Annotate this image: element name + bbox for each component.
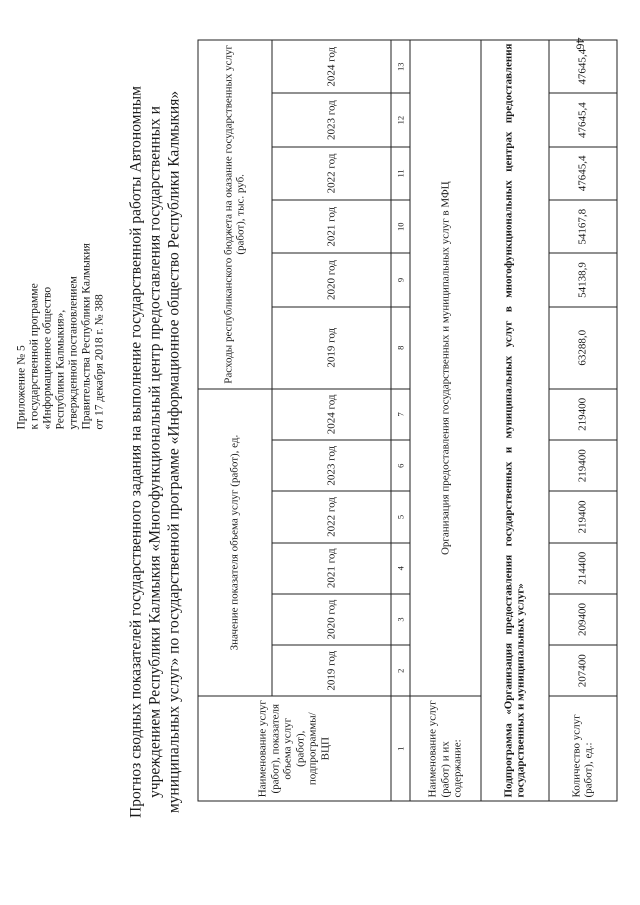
volume-year-cell: 2019 год — [272, 645, 391, 696]
volume-year-cell: 2023 год — [272, 440, 391, 491]
count-value-cell: 219400 — [549, 440, 617, 491]
count-label-cell: Количество услуг (работ), ед.: — [549, 696, 617, 801]
forecast-table — [198, 37, 618, 802]
column-number-cell: 11 — [391, 147, 410, 200]
budget-value-cell: 47645,4 — [549, 93, 617, 146]
column-number-cell: 13 — [391, 40, 410, 93]
appendix-line: утвержденной постановлением — [67, 276, 80, 430]
appendix-line: «Информационное общество — [41, 286, 54, 430]
header-volume-cell: Значение показателя объема услуг (работ), ед. — [198, 389, 272, 697]
budget-value-cell: 47645,4 — [549, 147, 617, 200]
service-label-cell: Наименование услуг (работ) и их содержание: — [410, 696, 481, 801]
column-number-cell: 2 — [391, 645, 410, 696]
count-value-cell: 219400 — [549, 491, 617, 542]
column-number-cell: 9 — [391, 253, 410, 306]
document-title: Прогноз сводных показателей государственного задания на выполнение государственной работы Автономным учреждением Республики Калмыкия «Многофункциональный центр предоставления государственных и муниципальных услуг» по государственной программе «Информационное общество Республики Калмыкия» — [127, 86, 183, 818]
column-number-cell: 1 — [391, 696, 410, 801]
column-number-cell: 3 — [391, 594, 410, 645]
budget-value-cell: 63288,0 — [549, 307, 617, 389]
budget-year-cell: 2021 год — [272, 200, 391, 253]
header-name-cell: Наименование услуг (работ), показателя объема услуг (работ), подпрограммы/ ВЦП — [198, 696, 391, 801]
column-number-cell: 8 — [391, 307, 410, 389]
volume-year-cell: 2024 год — [272, 389, 391, 440]
budget-value-cell: 54167,8 — [549, 200, 617, 253]
count-value-cell: 207400 — [549, 645, 617, 696]
budget-year-cell: 2023 год — [272, 93, 391, 146]
budget-value-cell: 47645,4 — [549, 40, 617, 93]
budget-year-cell: 2022 год — [272, 147, 391, 200]
column-number-cell: 5 — [391, 491, 410, 542]
volume-year-cell: 2020 год — [272, 594, 391, 645]
column-number-cell: 6 — [391, 440, 410, 491]
subprogram-cell: Подпрограмма «Организация предоставления государственных и муниципальных услуг в многофункциональных центрах предоставления государственных и муниципальных услуг» — [481, 40, 549, 801]
budget-year-cell: 2024 год — [272, 40, 391, 93]
count-value-cell: 214400 — [549, 543, 617, 594]
budget-value-cell: 54138,9 — [549, 253, 617, 306]
page-number: 46 — [573, 37, 588, 50]
rotated-page — [1, 0, 640, 905]
appendix-line: к государственной программе — [28, 283, 41, 430]
volume-year-cell: 2021 год — [272, 543, 391, 594]
budget-year-cell: 2019 год — [272, 307, 391, 389]
count-value-cell: 209400 — [549, 594, 617, 645]
appendix-line: Приложение № 5 — [15, 345, 28, 430]
appendix-line: Республики Калмыкия», — [54, 309, 67, 430]
column-number-cell: 7 — [391, 389, 410, 440]
service-value-cell: Организация предоставления государственных и муниципальных услуг в МФЦ — [410, 40, 481, 696]
column-number-cell: 12 — [391, 93, 410, 146]
volume-year-cell: 2022 год — [272, 491, 391, 542]
appendix-line: от 17 декабря 2018 г. № 388 — [93, 294, 106, 430]
column-number-cell: 4 — [391, 543, 410, 594]
budget-year-cell: 2020 год — [272, 253, 391, 306]
appendix-block — [16, 110, 107, 430]
column-number-cell: 10 — [391, 200, 410, 253]
count-value-cell: 219400 — [549, 389, 617, 440]
header-budget-cell: Расходы республиканского бюджета на оказание государственных услуг (работ), тыс. руб. — [198, 40, 272, 389]
appendix-line: Правительства Республики Калмыкия — [80, 243, 93, 430]
